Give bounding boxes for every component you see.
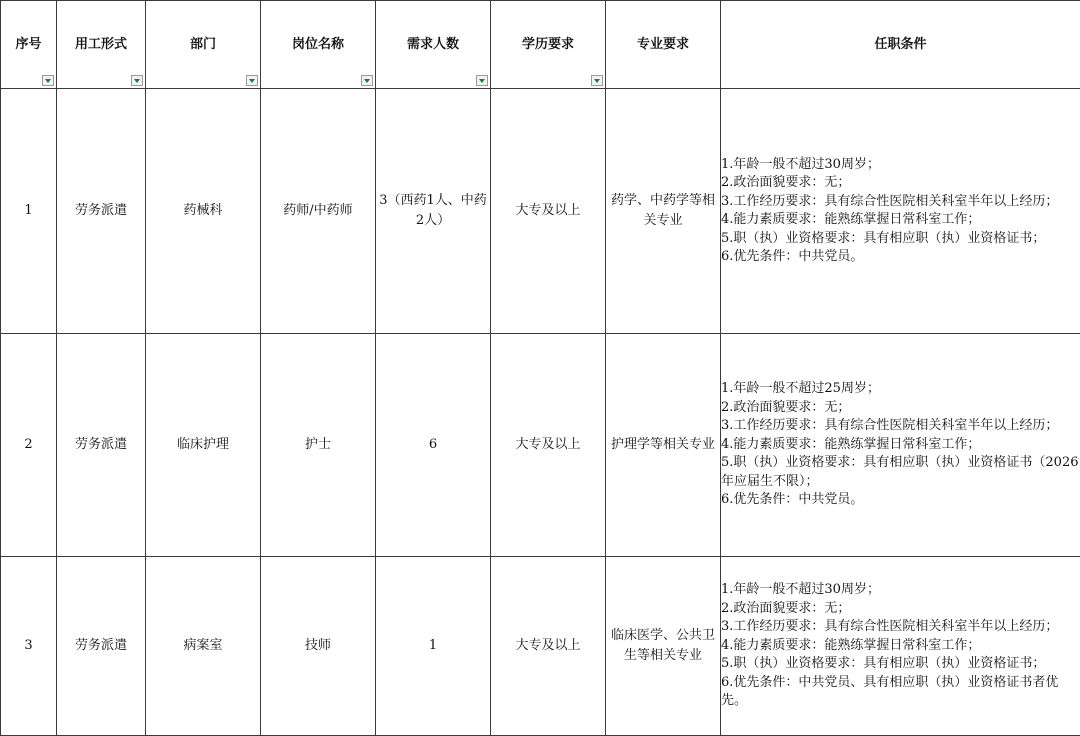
cell-position[interactable]: 药师/中药师 [261,89,376,334]
cell-major[interactable]: 药学、中药学等相关专业 [606,89,721,334]
requirement-line: 4.能力素质要求：能熟练掌握日常科室工作； [721,436,1080,455]
table-row [1,334,1080,557]
requirements-list [721,581,1080,711]
cell-seq[interactable]: 1 [1,89,57,334]
cell-employment-type[interactable]: 劳务派遣 [57,557,146,736]
requirement-line: 1.年龄一般不超过25周岁； [721,380,1080,399]
header-seq [1,1,57,89]
header-label: 专业要求 [637,37,689,52]
requirement-line: 3.工作经历要求：具有综合性医院相关科室半年以上经历； [721,618,1080,637]
header-employment-type [57,1,146,89]
requirement-line: 4.能力素质要求：能熟练掌握日常科室工作； [721,211,1080,230]
cell-education[interactable]: 大专及以上 [491,334,606,557]
cell-education[interactable]: 大专及以上 [491,89,606,334]
filter-dropdown-icon[interactable] [42,75,54,86]
header-label: 任职条件 [874,37,926,52]
cell-headcount[interactable]: 6 [376,334,491,557]
requirement-line: 3.工作经历要求：具有综合性医院相关科室半年以上经历； [721,417,1080,436]
filter-dropdown-icon[interactable] [131,75,143,86]
cell-department[interactable]: 药械科 [146,89,261,334]
table-row [1,89,1080,334]
cell-requirements[interactable] [721,557,1080,736]
cell-major[interactable]: 临床医学、公共卫生等相关专业 [606,557,721,736]
table-row [1,557,1080,736]
header-headcount [376,1,491,89]
requirement-line: 2.政治面貌要求：无； [721,600,1080,619]
filter-dropdown-icon[interactable] [591,75,603,86]
cell-requirements[interactable] [721,334,1080,557]
header-label: 用工形式 [75,37,127,52]
filter-dropdown-icon[interactable] [246,75,258,86]
cell-education[interactable]: 大专及以上 [491,557,606,736]
cell-seq[interactable]: 3 [1,557,57,736]
requirement-line: 6.优先条件：中共党员。 [721,491,1080,510]
cell-headcount[interactable]: 3（西药1人、中药2人） [376,89,491,334]
header-requirements [721,1,1080,89]
requirement-line: 3.工作经历要求：具有综合性医院相关科室半年以上经历； [721,193,1080,212]
cell-seq[interactable]: 2 [1,334,57,557]
requirement-line: 4.能力素质要求：能熟练掌握日常科室工作； [721,637,1080,656]
cell-major[interactable]: 护理学等相关专业 [606,334,721,557]
cell-position[interactable]: 护士 [261,334,376,557]
cell-position[interactable]: 技师 [261,557,376,736]
requirement-line: 6.优先条件：中共党员、具有相应职（执）业资格证书者优先。 [721,674,1080,711]
requirement-line: 1.年龄一般不超过30周岁； [721,156,1080,175]
cell-headcount[interactable]: 1 [376,557,491,736]
header-label: 岗位名称 [292,37,344,52]
cell-department[interactable]: 病案室 [146,557,261,736]
requirement-line: 2.政治面貌要求：无； [721,174,1080,193]
requirement-line: 1.年龄一般不超过30周岁； [721,581,1080,600]
cell-employment-type[interactable]: 劳务派遣 [57,334,146,557]
header-department [146,1,261,89]
header-label: 序号 [15,37,41,52]
header-major [606,1,721,89]
requirements-list [721,380,1080,510]
requirement-line: 2.政治面貌要求：无； [721,399,1080,418]
cell-employment-type[interactable]: 劳务派遣 [57,89,146,334]
requirement-line: 5.职（执）业资格要求：具有相应职（执）业资格证书； [721,655,1080,674]
header-label: 部门 [190,37,216,52]
filter-dropdown-icon[interactable] [361,75,373,86]
requirement-line: 6.优先条件：中共党员。 [721,248,1080,267]
requirements-list [721,156,1080,267]
cell-requirements[interactable] [721,89,1080,334]
requirement-line: 5.职（执）业资格要求：具有相应职（执）业资格证书（2026年应届生不限）； [721,454,1080,491]
requirement-line: 5.职（执）业资格要求：具有相应职（执）业资格证书； [721,230,1080,249]
header-education [491,1,606,89]
header-row [1,1,1080,89]
header-position [261,1,376,89]
filter-dropdown-icon[interactable] [476,75,488,86]
header-label: 学历要求 [522,37,574,52]
cell-department[interactable]: 临床护理 [146,334,261,557]
header-label: 需求人数 [407,37,459,52]
